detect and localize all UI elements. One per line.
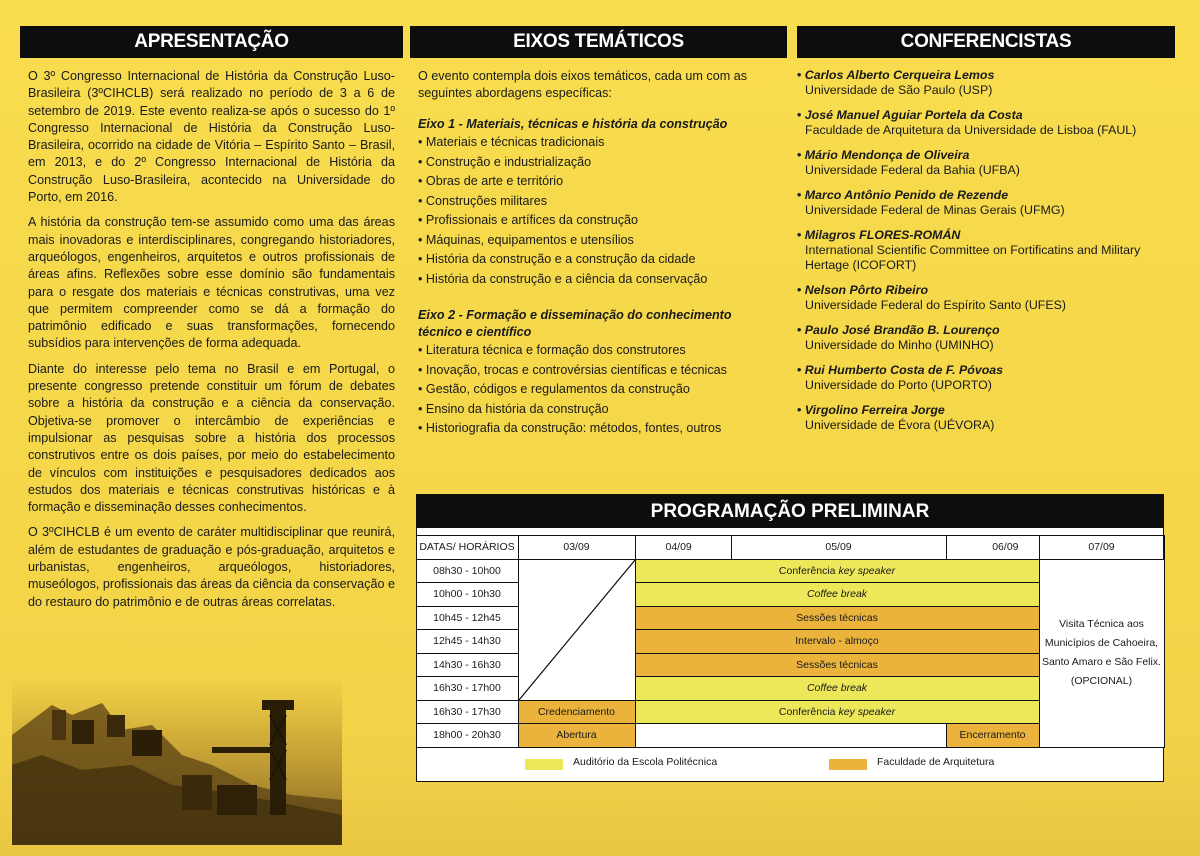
speaker-item (797, 68, 1175, 98)
event-cell: Coffee break (635, 583, 1039, 607)
list-item: • Obras de arte e território (418, 172, 779, 192)
event-text: Conferência (778, 705, 839, 718)
speaker-item (797, 403, 1175, 433)
list-item: • Construções militares (418, 192, 779, 212)
list-item: • História da construção e a construção da cidade (418, 250, 779, 270)
time-cell: 10h45 - 12h45 (416, 606, 518, 630)
header-cell: 06/09 (946, 536, 1039, 560)
header-cell: 05/09 (731, 536, 946, 560)
legend-label: Faculdade de Arquitetura (877, 756, 995, 768)
speaker-institution: Universidade Federal da Bahia (UFBA) (805, 163, 1020, 177)
conferencistas-header: CONFERENCISTAS (797, 26, 1175, 58)
conferencistas-list (797, 58, 1175, 433)
list-item: • Inovação, trocas e controvérsias científicas e técnicas (418, 361, 779, 381)
event-text: Conferência (778, 564, 839, 577)
event-cell: Sessões técnicas (635, 653, 1039, 677)
table-header-row (416, 536, 1164, 560)
eixos-header: EIXOS TEMÁTICOS (410, 26, 787, 58)
speaker-item (797, 323, 1175, 353)
speaker-institution: Universidade de São Paulo (USP) (805, 83, 993, 97)
legend-swatch-dark (829, 759, 867, 770)
event-cell: Credenciamento (518, 700, 635, 724)
list-item: • Máquinas, equipamentos e utensílios (418, 231, 779, 251)
time-cell: 14h30 - 16h30 (416, 653, 518, 677)
header-cell: 03/09 (518, 536, 635, 560)
eixo-2 (410, 289, 787, 439)
speaker-item (797, 363, 1175, 393)
time-cell: 16h30 - 17h30 (416, 700, 518, 724)
event-cell: Abertura (518, 724, 635, 748)
empty-cell (635, 724, 946, 748)
speaker-name: • Carlos Alberto Cerqueira Lemos (797, 68, 1175, 83)
speaker-name: • Nelson Pôrto Ribeiro (797, 283, 1175, 298)
programacao-header: PROGRAMAÇÃO PRELIMINAR (417, 495, 1163, 528)
speaker-item (797, 188, 1175, 218)
schedule-table (416, 535, 1165, 748)
eixo-2-list (418, 341, 779, 439)
list-item: • Profissionais e artífices da construção (418, 211, 779, 231)
header-cell: DATAS/ HORÁRIOS (416, 536, 518, 560)
historical-photo (12, 675, 342, 845)
speaker-item (797, 228, 1175, 273)
event-cell: Coffee break (635, 677, 1039, 701)
event-cell: Intervalo - almoço (635, 630, 1039, 654)
speaker-name: • Marco Antônio Penido de Rezende (797, 188, 1175, 203)
time-cell: 12h45 - 14h30 (416, 630, 518, 654)
list-item: • Materiais e técnicas tradicionais (418, 133, 779, 153)
speaker-item (797, 148, 1175, 178)
empty-day-cell (518, 559, 635, 700)
header-cell: 07/09 (1039, 536, 1164, 560)
eixo-1-list (418, 133, 779, 289)
paragraph: O 3º Congresso Internacional de História da Construção Luso-Brasileira (3ºCIHCLB) será realizado no período de 3 a 6 de setembro de 2019. Este evento realiza-se após o sucesso do 1º Congresso Internacional de História da Construção Luso-Brasileira, ocorrido na cidade de Vitória – Espírito Santo – Brasil, em 2013, e do 2º Congresso Internacional de História da Construção Luso-Brasileira, acontecido na Universidade do Porto, em 2016. (28, 69, 395, 205)
speaker-name: • Paulo José Brandão B. Lourenço (797, 323, 1175, 338)
eixo-1-title: Eixo 1 - Materiais, técnicas e história da construção (418, 117, 728, 132)
visita-cell: Visita Técnica aos Municípios de Cahoeira, Santo Amaro e São Felix. (OPCIONAL) (1039, 559, 1164, 747)
legend (417, 753, 1165, 775)
event-text-italic: key speaker (838, 705, 896, 718)
speaker-item (797, 108, 1175, 138)
apresentacao-body (20, 58, 403, 611)
speaker-name: • José Manuel Aguiar Portela da Costa (797, 108, 1175, 123)
eixos-intro: O evento contempla dois eixos temáticos, cada um com as seguintes abordagens específicas: (418, 69, 747, 101)
event-cell: Sessões técnicas (635, 606, 1039, 630)
event-text-italic: key speaker (838, 564, 896, 577)
speaker-institution: Universidade Federal de Minas Gerais (UFMG) (805, 203, 1065, 217)
eixo-2-title: Eixo 2 - Formação e disseminação do conhecimento técnico e científico (418, 308, 732, 340)
paragraph: O 3ºCIHCLB é um evento de caráter multidisciplinar que reunirá, além de estudantes de graduação e pós-graduação, arquitetos e urbanistas, engenheiros, arqueólogos, historiadores, museólogos, profissionais das áreas da ciência da conservação e do restauro do patrimônio e de outras áreas correlatas. (28, 525, 395, 609)
time-cell: 16h30 - 17h00 (416, 677, 518, 701)
list-item: • História da construção e a ciência da conservação (418, 270, 779, 290)
eixo-1 (410, 102, 787, 289)
paragraph: Diante do interesse pelo tema no Brasil e em Portugal, o presente congresso pretende constituir um fórum de debates sobre a história da construção e a ciência da conservação. Objetiva-se promover o intercâmbio de experiências e impulsionar as pesquisas sobre a história dos processos construtivos entre os dois países, por meio do estabelecimento de vínculos com instituições e pesquisadores dedicados aos estudos dos materiais e técnicas construtivas históricas e à formação e disseminação desses conhecimentos. (28, 361, 395, 515)
legend-swatch-light (525, 759, 563, 770)
time-cell: 10h00 - 10h30 (416, 583, 518, 607)
speaker-name: • Virgolino Ferreira Jorge (797, 403, 1175, 418)
header-cell: 04/09 (635, 536, 731, 560)
eixos-section (410, 26, 787, 439)
speaker-institution: Universidade do Minho (UMINHO) (805, 338, 994, 352)
speaker-item (797, 283, 1175, 313)
speaker-institution: Universidade de Évora (UÉVORA) (805, 418, 995, 432)
event-cell (635, 700, 1039, 724)
time-cell: 08h30 - 10h00 (416, 559, 518, 583)
list-item: • Literatura técnica e formação dos construtores (418, 341, 779, 361)
speaker-institution: Universidade do Porto (UPORTO) (805, 378, 992, 392)
programacao-section (416, 494, 1164, 782)
legend-label: Auditório da Escola Politécnica (573, 756, 718, 768)
time-cell: 18h00 - 20h30 (416, 724, 518, 748)
paragraph: A história da construção tem-se assumido como uma das áreas mais inovadoras e interdisciplinares, congregando historiadores, arqueólogos, engenheiros, arquitetos e outros profissionais de áreas afins. Reflexões sobre esse domínio são fundamentais para o resgate dos materiais e técnicas construtivas, uma vez que permitem compreender como se dá a formação do patrimônio edificado e suas transformações, fornecendo subsídios para intervenções de forma adequada. (28, 215, 395, 351)
speaker-institution: International Scientific Committee on Fortificatins and Military Hertage (ICOFORT) (805, 243, 1141, 272)
event-cell: Encerramento (946, 724, 1039, 748)
apresentacao-header: APRESENTAÇÃO (20, 26, 403, 58)
event-cell (635, 559, 1039, 583)
speaker-name: • Milagros FLORES-ROMÁN (797, 228, 1175, 243)
list-item: • Construção e industrialização (418, 153, 779, 173)
diagonal-line (519, 560, 635, 700)
list-item: • Ensino da história da construção (418, 400, 779, 420)
table-row (416, 559, 1164, 583)
speaker-name: • Mário Mendonça de Oliveira (797, 148, 1175, 163)
list-item: • Gestão, códigos e regulamentos da construção (418, 380, 779, 400)
list-item: • Historiografia da construção: métodos, fontes, outros (418, 419, 779, 439)
conferencistas-section (797, 26, 1175, 443)
speaker-name: • Rui Humberto Costa de F. Póvoas (797, 363, 1175, 378)
speaker-institution: Faculdade de Arquitetura da Universidade de Lisboa (FAUL) (805, 123, 1137, 137)
speaker-institution: Universidade Federal do Espírito Santo (UFES) (805, 298, 1067, 312)
apresentacao-section (20, 26, 403, 619)
